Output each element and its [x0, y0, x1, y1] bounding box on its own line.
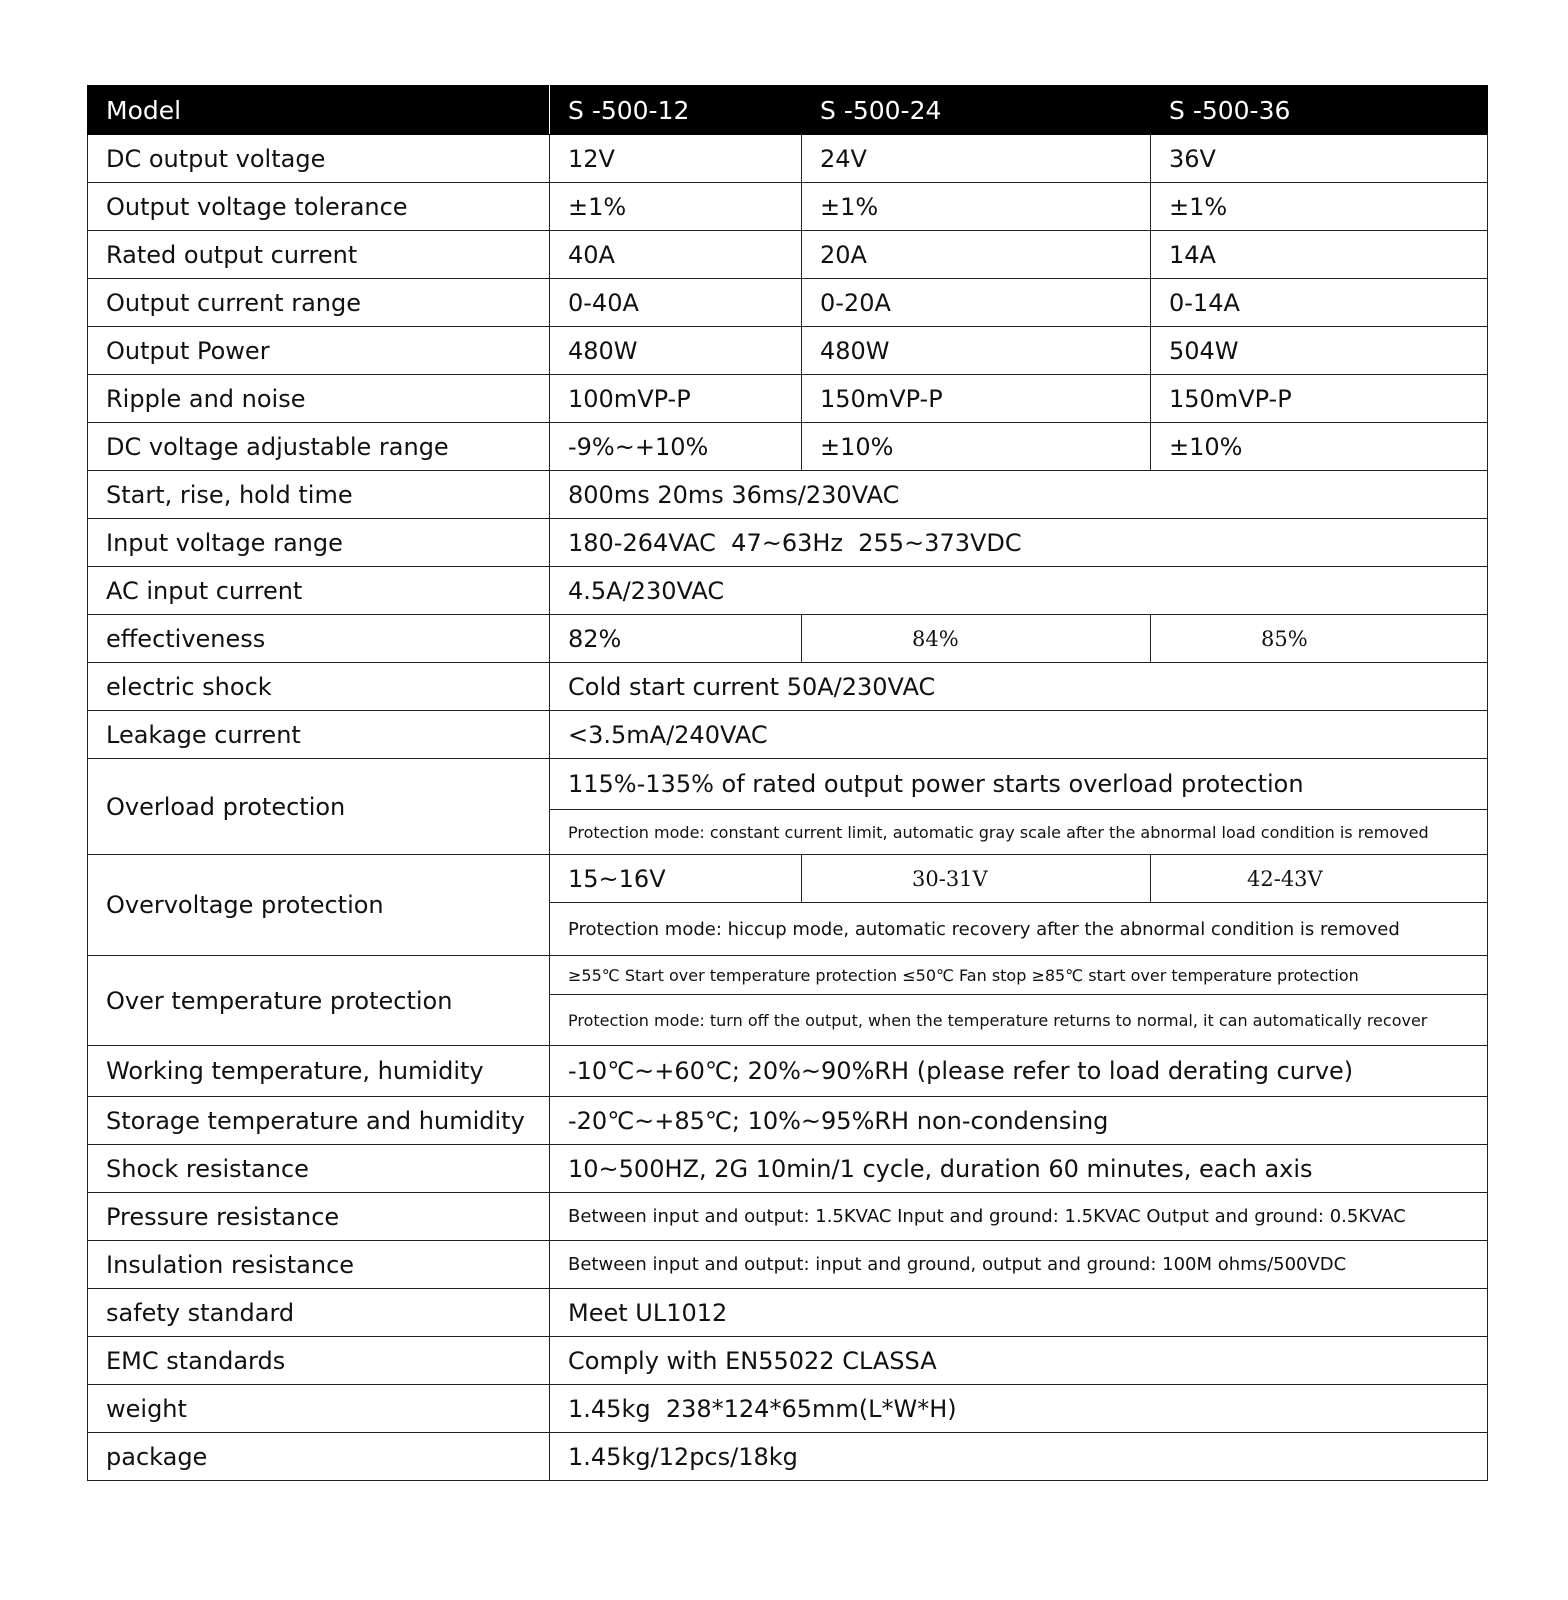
header-model-1: S -500-12: [550, 86, 802, 135]
table-row: [88, 1337, 1488, 1385]
table-row: [88, 711, 1488, 759]
table-row: [88, 1097, 1488, 1145]
cell-value: 480W: [550, 327, 802, 375]
cell-value: Between input and output: input and ground, output and ground: 100M ohms/500VDC: [550, 1241, 1488, 1289]
row-label: Output Power: [88, 327, 550, 375]
row-label: Storage temperature and humidity: [88, 1097, 550, 1145]
row-label: Working temperature, humidity: [88, 1046, 550, 1097]
cell-value: 150mVP-P: [1151, 375, 1488, 423]
cell-value: ±1%: [802, 183, 1151, 231]
table-row: [88, 1046, 1488, 1097]
row-label: Rated output current: [88, 231, 550, 279]
row-label: weight: [88, 1385, 550, 1433]
cell-value: 20A: [802, 231, 1151, 279]
cell-value: ±1%: [550, 183, 802, 231]
cell-value: 84%: [802, 615, 1151, 663]
row-label: AC input current: [88, 567, 550, 615]
cell-value: -10℃~+60℃; 20%~90%RH (please refer to load derating curve): [550, 1046, 1488, 1097]
cell-value: 115%-135% of rated output power starts overload protection: [550, 759, 1488, 810]
cell-value: 150mVP-P: [802, 375, 1151, 423]
cell-value: 12V: [550, 135, 802, 183]
cell-value: 800ms 20ms 36ms/230VAC: [550, 471, 1488, 519]
row-label: DC output voltage: [88, 135, 550, 183]
cell-value: 40A: [550, 231, 802, 279]
cell-value: ±1%: [1151, 183, 1488, 231]
cell-value: 100mVP-P: [550, 375, 802, 423]
table-row: [88, 327, 1488, 375]
table-row: [88, 471, 1488, 519]
table-row: [88, 231, 1488, 279]
cell-note: Protection mode: hiccup mode, automatic recovery after the abnormal condition is removed: [550, 903, 1488, 956]
row-label: Over temperature protection: [88, 956, 550, 1046]
table-row: [88, 1289, 1488, 1337]
cell-value: 36V: [1151, 135, 1488, 183]
cell-value: -9%~+10%: [550, 423, 802, 471]
table-row: [88, 615, 1488, 663]
header-model-2: S -500-24: [802, 86, 1151, 135]
header-row: [88, 86, 1488, 135]
row-label: Output voltage tolerance: [88, 183, 550, 231]
cell-value: Meet UL1012: [550, 1289, 1488, 1337]
table-row: [88, 1385, 1488, 1433]
row-label: Ripple and noise: [88, 375, 550, 423]
table-row: [88, 956, 1488, 995]
row-label: Leakage current: [88, 711, 550, 759]
cell-value: 14A: [1151, 231, 1488, 279]
cell-value: Between input and output: 1.5KVAC Input and ground: 1.5KVAC Output and ground: 0.5KVAC: [550, 1193, 1488, 1241]
cell-value: ±10%: [802, 423, 1151, 471]
cell-value: 85%: [1151, 615, 1488, 663]
cell-value: 82%: [550, 615, 802, 663]
cell-value: 1.45kg 238*124*65mm(L*W*H): [550, 1385, 1488, 1433]
spec-sheet: [87, 85, 1487, 1481]
row-label: Insulation resistance: [88, 1241, 550, 1289]
table-row: [88, 375, 1488, 423]
cell-value: 0-14A: [1151, 279, 1488, 327]
cell-value: 480W: [802, 327, 1151, 375]
row-label: EMC standards: [88, 1337, 550, 1385]
table-row: [88, 135, 1488, 183]
row-label: Pressure resistance: [88, 1193, 550, 1241]
header-model-label: Model: [88, 86, 550, 135]
table-row: [88, 759, 1488, 810]
table-row: [88, 1193, 1488, 1241]
cell-value: 42-43V: [1151, 855, 1488, 903]
row-label: Output current range: [88, 279, 550, 327]
cell-value: 24V: [802, 135, 1151, 183]
row-label: Overvoltage protection: [88, 855, 550, 956]
cell-note: Protection mode: turn off the output, when the temperature returns to normal, it can automatically recover: [550, 995, 1488, 1046]
row-label: Start, rise, hold time: [88, 471, 550, 519]
cell-value: 0-20A: [802, 279, 1151, 327]
cell-value: 30-31V: [802, 855, 1151, 903]
table-row: [88, 183, 1488, 231]
table-row: [88, 663, 1488, 711]
cell-value: 180-264VAC 47~63Hz 255~373VDC: [550, 519, 1488, 567]
cell-value: 1.45kg/12pcs/18kg: [550, 1433, 1488, 1481]
cell-value: 504W: [1151, 327, 1488, 375]
row-label: effectiveness: [88, 615, 550, 663]
cell-note: ≥55℃ Start over temperature protection ≤50℃ Fan stop ≥85℃ start over temperature protection: [550, 956, 1488, 995]
cell-value: 15~16V: [550, 855, 802, 903]
table-row: [88, 1145, 1488, 1193]
table-row: [88, 519, 1488, 567]
table-row: [88, 1433, 1488, 1481]
cell-note: Protection mode: constant current limit, automatic gray scale after the abnormal load condition is removed: [550, 810, 1488, 855]
row-label: electric shock: [88, 663, 550, 711]
row-label: DC voltage adjustable range: [88, 423, 550, 471]
row-label: package: [88, 1433, 550, 1481]
table-row: [88, 1241, 1488, 1289]
row-label: Shock resistance: [88, 1145, 550, 1193]
table-row: [88, 423, 1488, 471]
spec-table: [87, 85, 1488, 1481]
header-model-3: S -500-36: [1151, 86, 1488, 135]
cell-value: -20℃~+85℃; 10%~95%RH non-condensing: [550, 1097, 1488, 1145]
table-row: [88, 567, 1488, 615]
row-label: safety standard: [88, 1289, 550, 1337]
table-row: [88, 855, 1488, 903]
cell-value: Comply with EN55022 CLASSA: [550, 1337, 1488, 1385]
cell-value: <3.5mA/240VAC: [550, 711, 1488, 759]
cell-value: 0-40A: [550, 279, 802, 327]
table-row: [88, 279, 1488, 327]
cell-value: Cold start current 50A/230VAC: [550, 663, 1488, 711]
cell-value: 4.5A/230VAC: [550, 567, 1488, 615]
row-label: Overload protection: [88, 759, 550, 855]
cell-value: 10~500HZ, 2G 10min/1 cycle, duration 60 minutes, each axis: [550, 1145, 1488, 1193]
cell-value: ±10%: [1151, 423, 1488, 471]
row-label: Input voltage range: [88, 519, 550, 567]
